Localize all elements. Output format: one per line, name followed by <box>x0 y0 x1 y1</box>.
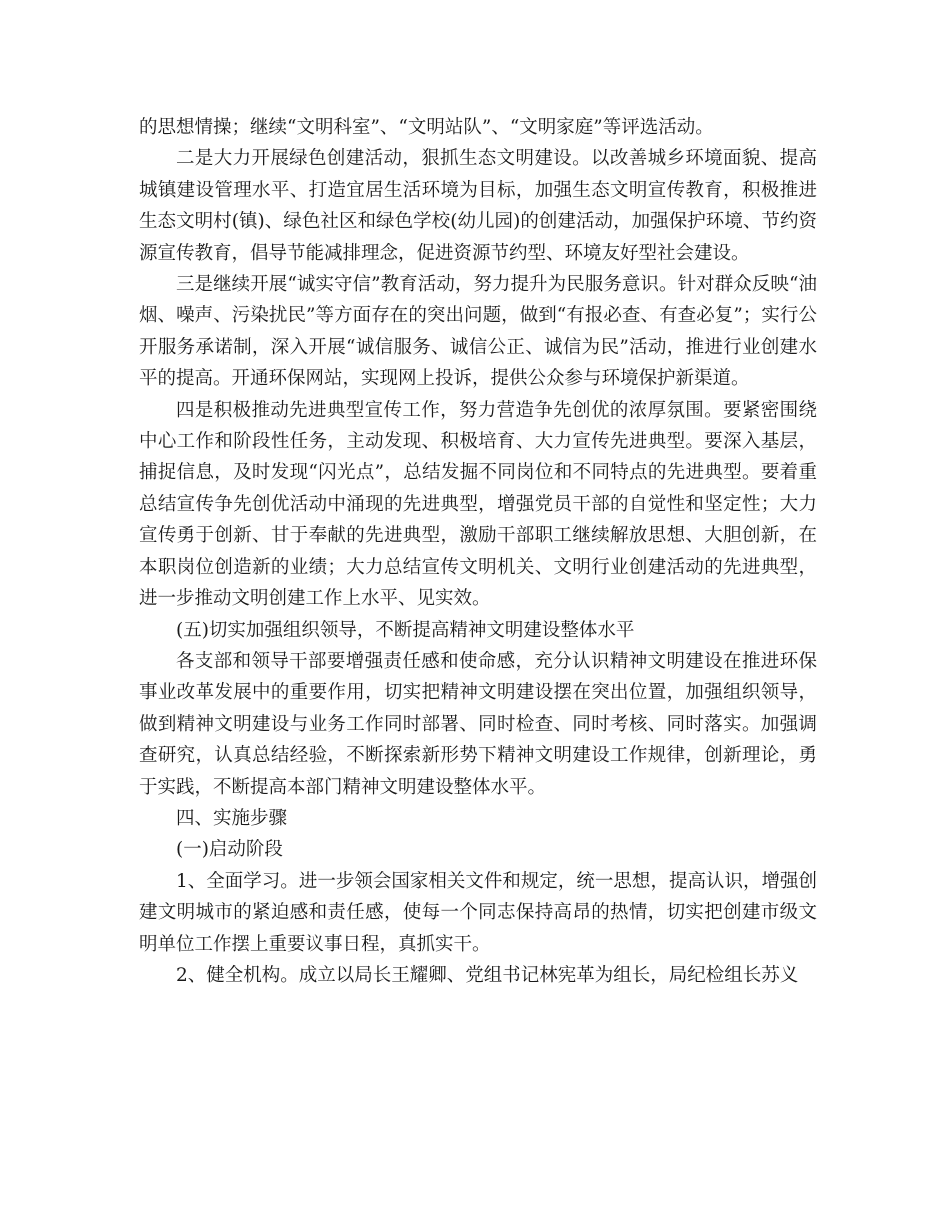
paragraph-4: 四是积极推动先进典型宣传工作，努力营造争先创优的浓厚氛围。要紧密围绕中心工作和阶段性任务，主动发现、积极培育、大力宣传先进典型。要深入基层，捕捉信息，及时发现“闪光点”，总结发掘不同岗位和不同特点的先进典型。要着重总结宣传争先创优活动中涌现的先进典型，增强党员干部的自觉性和坚定性；大力宣传勇于创新、甘于奉献的先进典型，激励干部职工继续解放思想、大胆创新，在本职岗位创造新的业绩；大力总结宣传文明机关、文明行业创建活动的先进典型，进一步推动文明创建工作上水平、见实效。 <box>139 399 817 610</box>
paragraph-step-1: 1、全面学习。进一步领会国家相关文件和规定，统一思想，提高认识，增强创建文明城市的紧迫感和责任感，使每一个同志保持高昂的热情，切实把创建市级文明单位工作摆上重要议事日程，真抓实干。 <box>139 870 817 955</box>
paragraph-step-2: 2、健全机构。成立以局长王耀卿、党组书记林宪革为组长，局纪检组长苏义 <box>176 964 799 986</box>
section-heading-implementation-steps: 四、实施步骤 <box>176 807 288 829</box>
subsection-heading-startup-phase: (一)启动阶段 <box>176 839 283 861</box>
paragraph-1: 的思想情操；继续“文明科室”、“文明站队”、“文明家庭”等评选活动。 <box>139 117 714 138</box>
section-heading-5: (五)切实加强组织领导，不断提高精神文明建设整体水平 <box>176 619 635 641</box>
paragraph-2: 二是大力开展绿色创建活动，狠抓生态文明建设。以改善城乡环境面貌、提高城镇建设管理水平、打造宜居生活环境为目标，加强生态文明宣传教育，积极推进生态文明村(镇)、绿色社区和绿色学校(幼儿园)的创建活动，加强保护环境、节约资源宣传教育，倡导节能减排理念，促进资源节约型、环境友好型社会建设。 <box>139 148 817 264</box>
paragraph-3: 三是继续开展“诚实守信”教育活动，努力提升为民服务意识。针对群众反映“油烟、噪声、污染扰民”等方面存在的突出问题，做到“有报必查、有查必复”；实行公开服务承诺制，深入开展“诚信服务、诚信公正、诚信为民”活动，推进行业创建水平的提高。开通环保网站，实现网上投诉，提供公众参与环境保护新渠道。 <box>139 274 817 390</box>
paragraph-6: 各支部和领导干部要增强责任感和使命感，充分认识精神文明建设在推进环保事业改革发展中的重要作用，切实把精神文明建设摆在突出位置，加强组织领导，做到精神文明建设与业务工作同时部署、同时检查、同时考核、同时落实。加强调查研究，认真总结经验，不断探索新形势下精神文明建设工作规律，创新理论，勇于实践，不断提高本部门精神文明建设整体水平。 <box>139 650 817 798</box>
document-page <box>139 112 817 991</box>
